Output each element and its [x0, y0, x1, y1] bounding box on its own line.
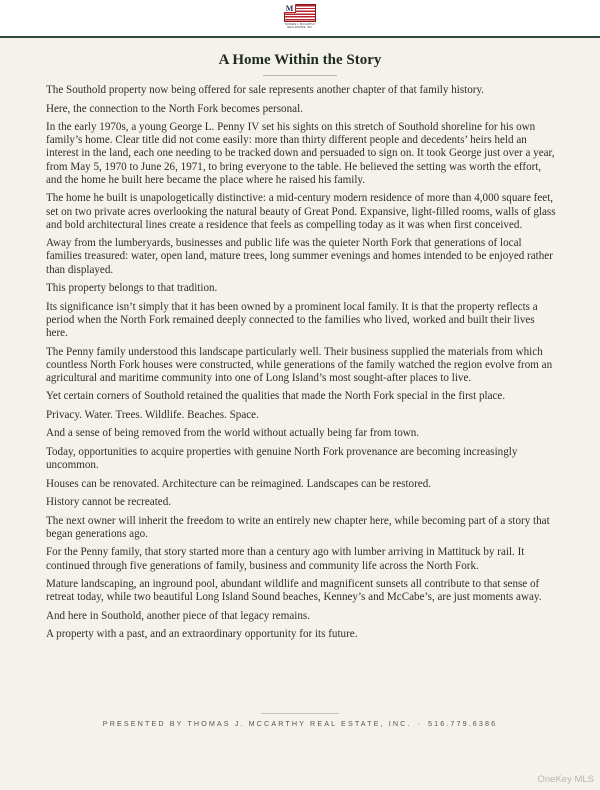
title-divider	[263, 75, 337, 76]
paragraph: Its significance isn’t simply that it has been owned by a prominent local family. It is that the property reflects a period when the North Fork remained deeply connected to the families who lived, worked and built their lives here.	[46, 300, 538, 340]
logo-tagline	[280, 23, 320, 29]
paragraph: Away from the lumberyards, businesses and public life was the quieter North Fork that generations of local families treasured: water, open land, mature trees, long summer evenings and homes intended to be enjoyed rather than displayed.	[46, 237, 553, 276]
paragraph: Privacy. Water. Trees. Wildlife. Beaches. Space.	[46, 408, 259, 421]
footer-presenter: PRESENTED BY THOMAS J. MCCARTHY REAL ESTATE, INC.	[102, 719, 412, 728]
paragraph: This property belongs to that tradition.	[46, 282, 218, 295]
paragraph: In the early 1970s, a young George L. Penny IV set his sights on this stretch of Southold shoreline for his own family’s home. Clear title did not come easily: more than thirty different people and decedents’ heirs held an interest in the land, each one needing to be tracked down and persuaded to sign on. It took George just over a year, from May 5, 1970 to June 26, 1971, to bring everyone to the table. He believed the setting was worth the effort, and the home he built here became the place where he raised his family.	[46, 121, 555, 186]
paragraph: Today, opportunities to acquire properties with genuine North Fork provenance are becoming increasingly uncommon.	[46, 445, 518, 472]
paragraph: And here in Southold, another piece of that legacy remains.	[46, 609, 311, 622]
paragraph: And a sense of being removed from the world without actually being far from town.	[46, 427, 420, 440]
paragraph: Yet certain corners of Southold retained the qualities that made the North Fork special in the first place.	[46, 390, 506, 403]
footer-divider	[261, 713, 339, 714]
document-page	[0, 38, 600, 790]
footer	[0, 719, 600, 728]
article-body	[46, 84, 558, 647]
paragraph: For the Penny family, that story started more than a century ago with lumber arriving in Mattituck by rail. It continued through five generations of family, business and community life across the North Fork.	[46, 546, 525, 572]
paragraph: History cannot be recreated.	[46, 496, 172, 509]
header	[0, 0, 600, 37]
page-title: A Home Within the Story	[218, 52, 382, 68]
paragraph: Houses can be renovated. Architecture can be reimagined. Landscapes can be restored.	[46, 477, 432, 490]
paragraph: The Southold property now being offered for sale represents another chapter of that family history.	[46, 84, 485, 96]
paragraph: Here, the connection to the North Fork becomes personal.	[46, 102, 303, 115]
footer-separator: ·	[417, 719, 423, 728]
company-logo[interactable]	[284, 4, 316, 30]
logo-tagline-line-1: THOMAS J. MCCARTHY	[284, 23, 316, 26]
footer-phone[interactable]: 516.779.6386	[428, 719, 498, 728]
paragraph: The Penny family understood this landscape particularly well. Their business supplied the materials from which countless North Fork houses were constructed, while generations of the family watched the region evolve from an agricultural and maritime community into one of Long Island’s most sought-after places to live.	[46, 345, 553, 384]
paragraph: The next owner will inherit the freedom to write an entirely new chapter here, while becoming part of a story that began generations ago.	[46, 514, 550, 540]
paragraph: Mature landscaping, an inground pool, abundant wildlife and magnificent sunsets all contribute to that sense of retreat today, while two beautiful Long Island Sound beaches, Kenney’s and McCabe’s, are just moments away.	[46, 578, 542, 604]
paragraph: The home he built is unapologetically distinctive: a mid-century modern residence of more than 4,000 square feet, set on two private acres overlooking the natural beauty of Great Pond. Expansive, light-filled rooms, walls of glass and bold architectural lines create a residence that feels as compelling today as it was when first conceived.	[46, 192, 556, 231]
mls-watermark: OneKey MLS	[537, 774, 594, 785]
logo-tagline-line-2: REAL ESTATE, INC.	[287, 26, 313, 29]
logo-monogram: M	[284, 4, 296, 13]
paragraph: A property with a past, and an extraordinary opportunity for its future.	[46, 628, 358, 641]
